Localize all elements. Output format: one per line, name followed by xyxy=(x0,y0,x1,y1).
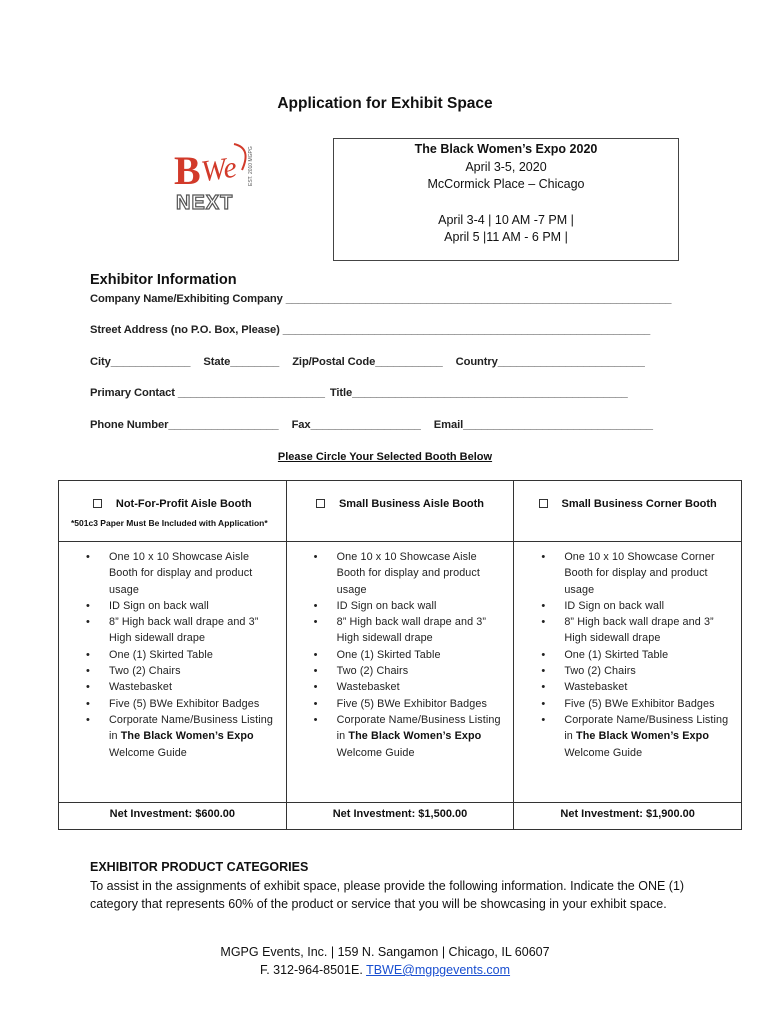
footer-contact xyxy=(0,961,770,979)
list-item: • One (1) Skirted Table xyxy=(69,647,278,663)
booth-note: *501c3 Paper Must Be Included with Application* xyxy=(71,518,268,528)
email-field[interactable]: Email_______________________________ xyxy=(433,419,653,431)
small-corner-checkbox[interactable] xyxy=(539,499,548,508)
logo-side-text: EST. 2010 MGPG xyxy=(248,146,254,186)
list-item: • ID Sign on back wall xyxy=(297,598,506,614)
contact-row xyxy=(90,387,638,399)
booth-header-small-aisle xyxy=(286,481,514,542)
list-item xyxy=(297,712,506,761)
primary-contact-field[interactable]: Primary Contact ________________________ xyxy=(90,387,325,399)
street-address-field[interactable]: Street Address (no P.O. Box, Please) ____________________________________________________________ xyxy=(90,324,651,336)
page-title: Application for Exhibit Space xyxy=(277,95,493,112)
list-item: • Wastebasket xyxy=(297,679,506,695)
circle-booth-note: Please Circle Your Selected Booth Below xyxy=(277,451,493,463)
categories-text: To assist in the assignments of exhibit space, please provide the following information. Indicate the ONE (1) category that represents 60% of the product or service that you will be showcasing in your exhibit space. xyxy=(90,879,685,911)
listing-text: Corporate Name/Business Listing in xyxy=(336,713,501,743)
state-field[interactable]: State________ xyxy=(203,356,280,368)
event-dates: April 3-5, 2020 xyxy=(465,159,547,174)
list-item: • 8” High back wall drape and 3” High sidewall drape xyxy=(524,614,733,647)
list-item: • One 10 x 10 Showcase Aisle Booth for display and product usage xyxy=(297,549,506,598)
event-venue: McCormick Place – Chicago xyxy=(427,177,585,191)
city-field[interactable]: City_____________ xyxy=(90,356,191,368)
price-small-aisle: Net Investment: $1,500.00 xyxy=(332,808,468,820)
title-field[interactable]: Title_____________________________________________ xyxy=(329,387,628,399)
footer xyxy=(0,943,770,979)
booth-name: Small Business Corner Booth xyxy=(561,498,717,510)
footer-fax: F. 312-964-8501E. xyxy=(259,963,367,977)
expo-name: The Black Women’s Expo xyxy=(120,730,254,743)
categories-heading: EXHIBITOR PRODUCT CATEGORIES xyxy=(90,860,309,874)
footer-email-link[interactable]: TBWE@mgpgevents.com xyxy=(366,963,511,977)
guide-text: Welcome Guide xyxy=(109,746,187,759)
list-item: • 8” High back wall drape and 3” High sidewall drape xyxy=(69,614,278,647)
list-item: • 8” High back wall drape and 3” High sidewall drape xyxy=(297,614,506,647)
listing-text: Corporate Name/Business Listing in xyxy=(109,713,273,743)
city-state-zip-row xyxy=(90,356,655,368)
event-name: The Black Women’s Expo 2020 xyxy=(414,142,598,156)
booth-features-small-aisle xyxy=(286,542,514,803)
list-item: • Five (5) BWe Exhibitor Badges xyxy=(524,696,733,712)
nonprofit-checkbox[interactable] xyxy=(93,499,102,508)
zip-field[interactable]: Zip/Postal Code___________ xyxy=(292,356,443,368)
logo-next: NEXT xyxy=(176,192,234,214)
list-item: • ID Sign on back wall xyxy=(69,598,278,614)
event-hours-2: April 5 |11 AM - 6 PM | xyxy=(444,230,568,244)
list-item: • Two (2) Chairs xyxy=(69,663,278,679)
list-item: • One 10 x 10 Showcase Aisle Booth for display and product usage xyxy=(69,549,278,598)
list-item: • Five (5) BWe Exhibitor Badges xyxy=(69,696,278,712)
phone-row xyxy=(90,419,663,431)
list-item: • Two (2) Chairs xyxy=(524,663,733,679)
list-item xyxy=(69,712,278,761)
list-item: • Five (5) BWe Exhibitor Badges xyxy=(297,696,506,712)
event-info-box xyxy=(333,138,679,261)
booth-name: Not-For-Profit Aisle Booth xyxy=(115,498,252,510)
company-field[interactable]: Company Name/Exhibiting Company _______________________________________________________________ xyxy=(90,293,672,305)
list-item xyxy=(524,712,733,761)
event-hours-1: April 3-4 | 10 AM -7 PM | xyxy=(438,212,574,227)
booth-options-table xyxy=(58,480,742,830)
booth-header-nonprofit xyxy=(59,481,287,542)
small-aisle-checkbox[interactable] xyxy=(316,499,325,508)
list-item: • One (1) Skirted Table xyxy=(524,647,733,663)
booth-features-small-corner xyxy=(514,542,742,803)
logo-b: B xyxy=(174,148,201,193)
expo-name: The Black Women’s Expo xyxy=(576,730,710,743)
list-item: • One 10 x 10 Showcase Corner Booth for display and product usage xyxy=(524,549,733,598)
guide-text: Welcome Guide xyxy=(564,746,643,759)
booth-features-nonprofit xyxy=(59,542,287,803)
exhibitor-info-heading: Exhibitor Information xyxy=(90,272,237,288)
booth-header-small-corner xyxy=(514,481,742,542)
guide-text: Welcome Guide xyxy=(336,746,415,759)
logo-we: We xyxy=(199,150,239,189)
price-nonprofit: Net Investment: $600.00 xyxy=(109,808,235,820)
list-item: • Two (2) Chairs xyxy=(297,663,506,679)
list-item: • One (1) Skirted Table xyxy=(297,647,506,663)
booth-name: Small Business Aisle Booth xyxy=(338,498,485,510)
list-item: • ID Sign on back wall xyxy=(524,598,733,614)
country-field[interactable]: Country________________________ xyxy=(455,356,645,368)
list-item: • Wastebasket xyxy=(524,679,733,695)
list-item: • Wastebasket xyxy=(69,679,278,695)
phone-field[interactable]: Phone Number__________________ xyxy=(90,419,279,431)
bwe-next-logo xyxy=(172,136,262,214)
footer-address: MGPG Events, Inc. | 159 N. Sangamon | Chicago, IL 60607 xyxy=(220,945,550,959)
price-small-corner: Net Investment: $1,900.00 xyxy=(560,808,695,820)
listing-text: Corporate Name/Business Listing in xyxy=(564,713,729,743)
fax-field[interactable]: Fax__________________ xyxy=(291,419,421,431)
expo-name: The Black Women’s Expo xyxy=(348,730,482,743)
